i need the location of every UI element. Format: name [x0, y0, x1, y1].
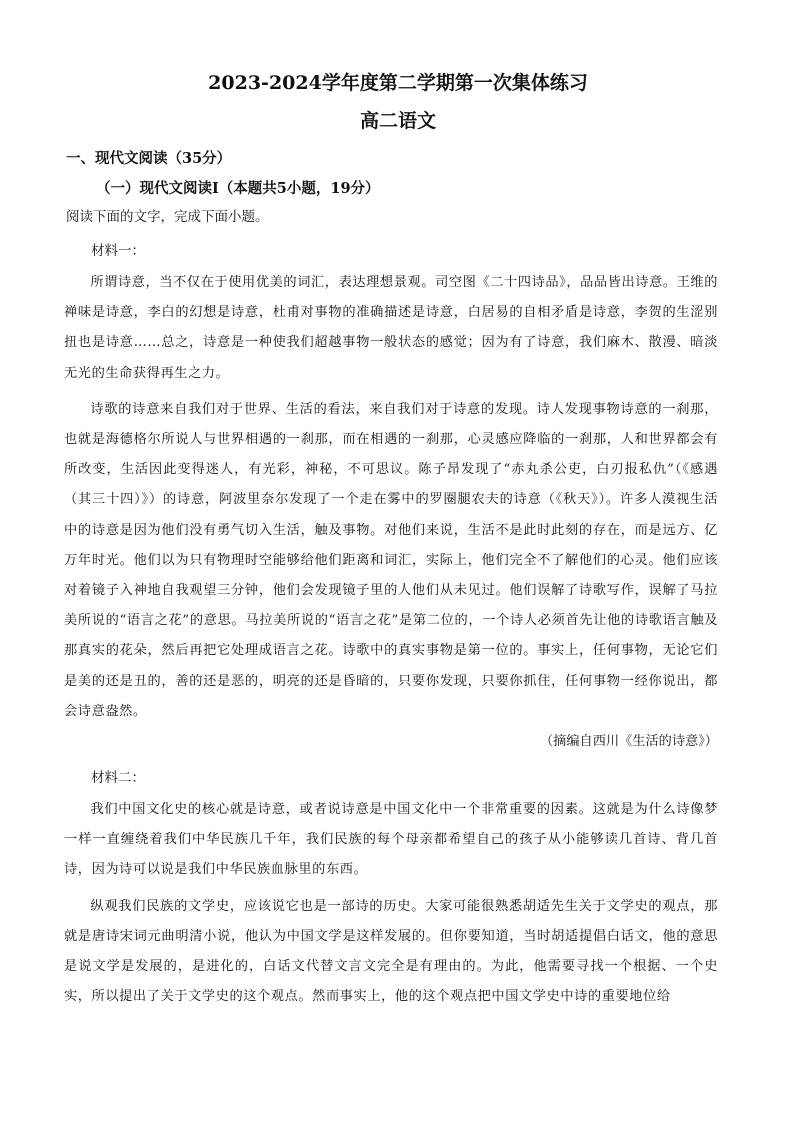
material-one-source: （摘编自西川《生活的诗意》）	[539, 734, 718, 750]
material-two-label: 材料二：	[91, 770, 145, 787]
section-subheading: （一）现代文阅读Ⅰ（本题共5小题，19分）	[96, 180, 380, 197]
section-heading: 一、现代文阅读（35分）	[66, 150, 232, 167]
material-two-paragraph: 纵观我们民族的文学史，应该说它也是一部诗的历史。大家可能很熟悉胡适先生关于文学史的观点，那就是唐诗宋词元曲明清小说，他认为中国文学是这样发展的。但你要知道，当时胡适提倡白话文，他的意思是说文学是发展的，是进化的，白话文代替文言文完全是有理由的。为此，他需要寻找一个根据、一个史实，所以提出了关于文学史的这个观点。然而事实上，他的这个观点把中国文学史中诗的重要地位给	[64, 898, 718, 1005]
material-two-paragraph: 我们中国文化史的核心就是诗意，或者说诗意是中国文化中一个非常重要的因素。这就是为什么诗像梦一样一直缠绕着我们中华民族几千年，我们民族的每个母亲都希望自己的孩子从小能够读几首诗、背几首诗，因为诗可以说是我们中华民族血脉里的东西。	[64, 802, 718, 878]
document-subtitle: 高二语文	[359, 110, 436, 132]
material-one-paragraph: 诗歌的诗意来自我们对于世界、生活的看法，来自我们对于诗意的发现。诗人发现事物诗意的一刹那，也就是海德格尔所说人与世界相遇的一刹那，而在相遇的一刹那，心灵感应降临的一刹那，人和世界都会有所改变，生活因此变得迷人，有光彩，神秘，不可思议。陈子昂发现了“赤丸杀公吏，白刃报私仇”（《感遇（其三十四）》）的诗意，阿波里奈尔发现了一个走在雾中的罗圈腿农夫的诗意（《秋天》）。许多人漠视生活中的诗意是因为他们没有勇气切入生活，触及事物。对他们来说，生活不是此时此刻的存在，而是远方、亿万年时光。他们以为只有物理时空能够给他们距离和词汇，实际上，他们完全不了解他们的心灵。他们应该对着镜子入神地自我观望三分钟，他们会发现镜子里的人他们从未见过。他们误解了诗歌写作，误解了马拉美所说的“语言之花”的意思。马拉美所说的“语言之花”是第二位的，一个诗人必须首先让他的诗歌语言触及那真实的花朵，然后再把它处理成语言之花。诗歌中的真实事物是第一位的。事实上，任何事物，无论它们是美的还是丑的，善的还是恶的，明亮的还是昏暗的，只要你发现，只要你抓住，任何事物一经你说出，都会诗意盎然。	[64, 401, 718, 719]
material-one-paragraph: 所谓诗意，当不仅在于使用优美的词汇，表达理想景观。司空图《二十四诗品》，品品皆出诗意。王维的禅味是诗意，李白的幻想是诗意，杜甫对事物的准确描述是诗意，白居易的自相矛盾是诗意，李贺的生涩别扭也是诗意……总之，诗意是一种使我们超越事物一般状态的感觉；因为有了诗意，我们麻木、散漫、暗淡无光的生命获得再生之力。	[64, 275, 719, 381]
reading-instruction: 阅读下面的文字，完成下面小题。	[66, 209, 269, 225]
document-title: 2023-2024学年度第二学期第一次集体练习	[208, 72, 588, 94]
material-one-label: 材料一：	[91, 243, 145, 259]
